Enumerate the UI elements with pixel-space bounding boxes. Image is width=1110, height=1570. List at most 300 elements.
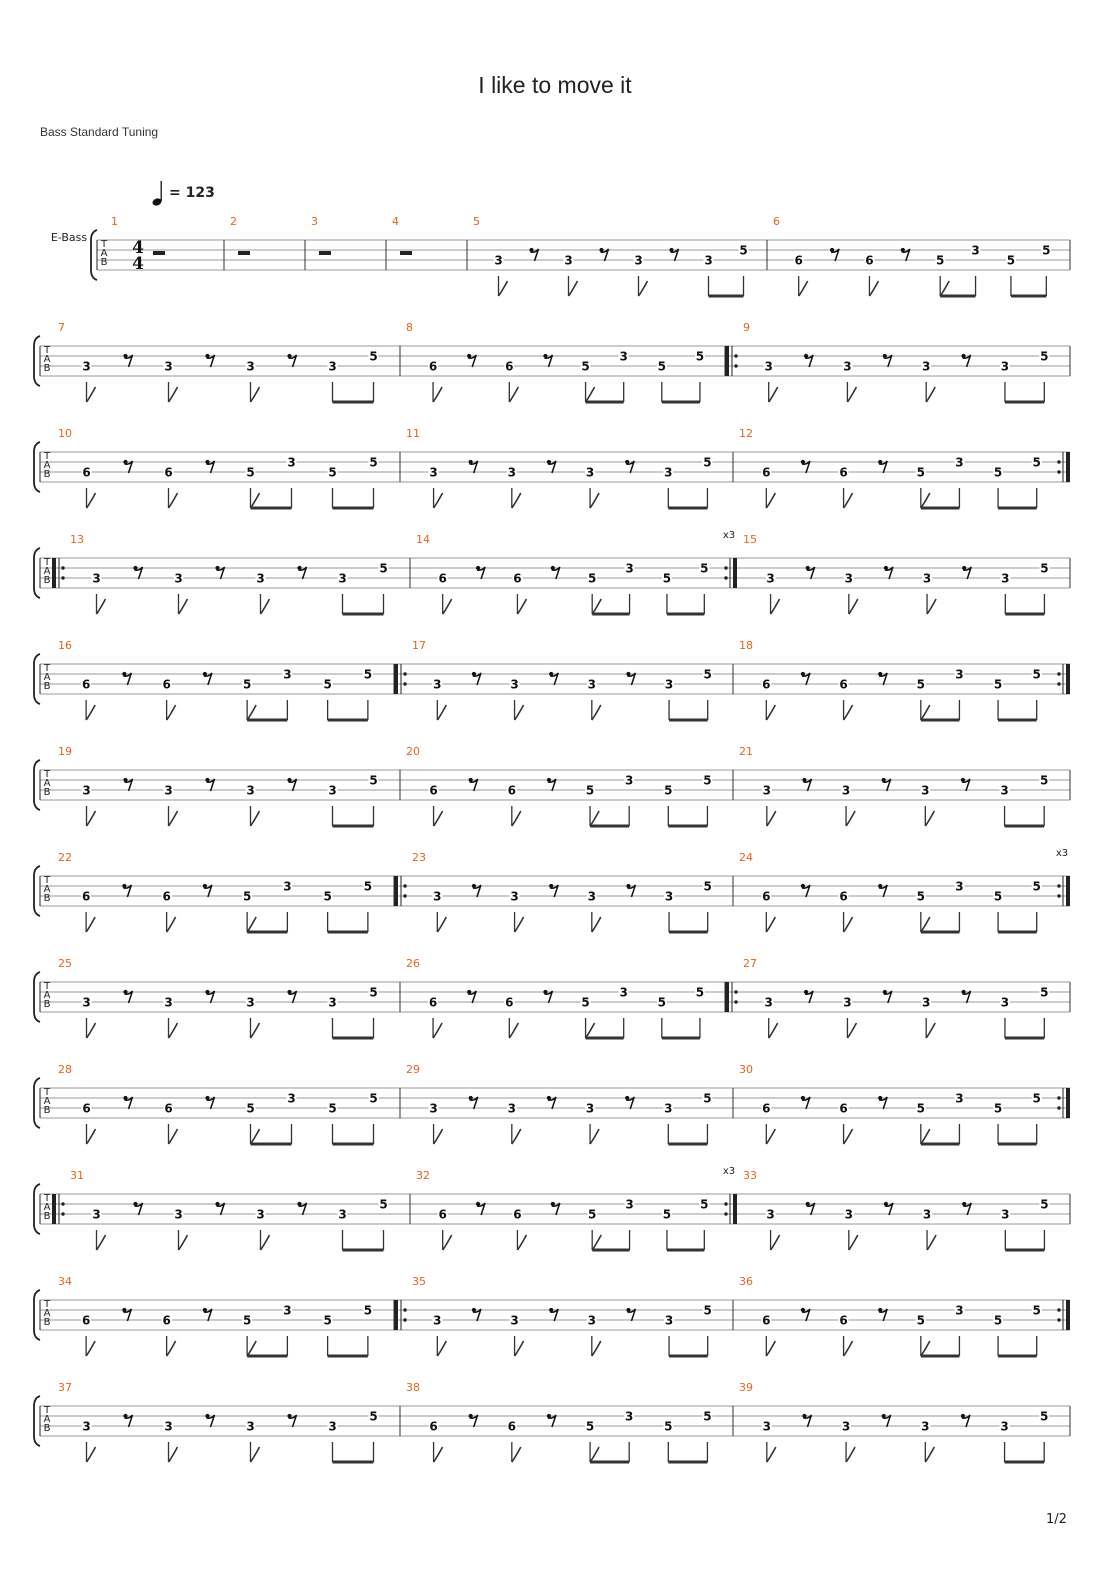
tab-clef-letter: A — [100, 248, 108, 259]
tab-system — [34, 745, 1070, 826]
note-flag — [844, 917, 853, 932]
fret-number: 6 — [507, 783, 516, 798]
fret-number: 6 — [428, 995, 438, 1010]
note-flag — [586, 1023, 595, 1038]
tab-clef-letter: T — [43, 981, 51, 992]
fret-number: 3 — [587, 889, 596, 904]
note-flag — [169, 1447, 178, 1462]
system-bracket — [34, 336, 40, 386]
tab-system — [34, 639, 1070, 720]
bar-number: 24 — [739, 851, 753, 864]
system-bracket — [34, 972, 40, 1022]
tab-clef-letter: T — [43, 663, 51, 674]
note-flag — [592, 599, 601, 614]
fret-number: 3 — [433, 889, 442, 904]
tab-clef-letter: B — [43, 469, 51, 480]
fret-number: 5 — [662, 571, 672, 586]
fret-number: 5 — [328, 1101, 337, 1116]
measure-29 — [406, 1063, 712, 1144]
fret-number: 6 — [505, 995, 514, 1010]
fret-number: 3 — [922, 359, 931, 374]
measure-12 — [739, 427, 1042, 508]
repeat-end-sign — [1057, 664, 1070, 694]
fret-number: 6 — [865, 253, 874, 268]
fret-number: 6 — [81, 677, 91, 692]
fret-number: 5 — [379, 1197, 388, 1212]
measure-27 — [743, 957, 1049, 1038]
fret-number: 3 — [246, 1419, 255, 1434]
tab-clef-letter: B — [100, 257, 108, 268]
song-title: I like to move it — [478, 72, 632, 98]
measure-18 — [739, 639, 1042, 720]
note-flag — [921, 705, 930, 720]
fret-number: 3 — [328, 359, 337, 374]
fret-number: 3 — [174, 571, 183, 586]
note-flag — [766, 1129, 775, 1144]
note-flag — [509, 387, 518, 402]
fret-number: 5 — [379, 561, 388, 576]
measure-32 — [416, 1169, 709, 1250]
note-flag — [251, 387, 260, 402]
tuning-label: Bass Standard Tuning — [40, 125, 159, 139]
fret-number: 3 — [507, 1101, 516, 1116]
measure-35 — [412, 1275, 713, 1356]
system-bracket — [34, 1290, 40, 1340]
bar-number: 28 — [58, 1063, 72, 1076]
note-flag — [251, 1129, 260, 1144]
fret-number: 3 — [922, 571, 932, 586]
bar-number: 23 — [412, 851, 426, 864]
fret-number: 3 — [841, 783, 851, 798]
fret-number: 3 — [955, 1303, 964, 1318]
system-bracket — [34, 1184, 40, 1234]
instrument-name: E-Bass — [50, 231, 88, 244]
bar-number: 11 — [406, 427, 420, 440]
fret-number: 5 — [585, 783, 595, 798]
note-flag — [247, 1341, 256, 1356]
tab-system — [34, 1063, 1070, 1144]
note-flag — [767, 1447, 776, 1462]
measure-5 — [473, 215, 749, 296]
bar-number: 38 — [406, 1381, 420, 1394]
note-flag — [434, 1447, 443, 1462]
note-flag — [590, 1447, 599, 1462]
tab-system — [34, 1381, 1070, 1462]
note-flag — [590, 493, 599, 508]
bar-number: 30 — [739, 1063, 753, 1076]
fret-number: 6 — [762, 1313, 771, 1328]
note-flag — [849, 1235, 858, 1250]
note-flag — [847, 1023, 856, 1038]
note-flag — [869, 281, 878, 296]
fret-number: 5 — [703, 455, 712, 470]
note-flag — [771, 599, 780, 614]
fret-number: 5 — [369, 349, 378, 364]
half-rest-icon — [400, 251, 412, 255]
tab-clef-letter: B — [43, 1423, 51, 1434]
fret-number: 3 — [164, 783, 173, 798]
bar-number: 3 — [311, 215, 318, 228]
bar-number: 20 — [406, 745, 420, 758]
measure-15 — [743, 533, 1049, 614]
fret-number: 3 — [625, 1197, 634, 1212]
fret-number: 3 — [585, 465, 595, 480]
note-flag — [437, 705, 446, 720]
note-flag — [515, 917, 524, 932]
fret-number: 3 — [766, 1207, 775, 1222]
tab-clef-letter: T — [43, 345, 51, 356]
fret-number: 6 — [762, 677, 771, 692]
system-bracket — [34, 442, 40, 492]
fret-number: 5 — [242, 889, 252, 904]
note-flag — [86, 1341, 95, 1356]
fret-number: 3 — [587, 677, 596, 692]
note-flag — [771, 1235, 780, 1250]
note-flag — [499, 281, 508, 296]
repeat-end-sign — [1057, 452, 1070, 482]
fret-number: 3 — [664, 465, 673, 480]
tab-clef-letter: T — [43, 1405, 51, 1416]
tab-clef-letter: A — [43, 1414, 51, 1425]
fret-number: 6 — [505, 359, 514, 374]
tab-clef-letter: T — [100, 239, 108, 250]
tab-clef-letter: A — [43, 1308, 51, 1319]
fret-number: 3 — [283, 1303, 292, 1318]
fret-number: 3 — [433, 677, 442, 692]
note-flag — [592, 1235, 601, 1250]
measure-34 — [58, 1275, 373, 1356]
fret-number: 5 — [657, 359, 666, 374]
measure-26 — [406, 957, 705, 1038]
note-flag — [434, 811, 443, 826]
system-bracket — [34, 654, 40, 704]
fret-number: 5 — [369, 985, 378, 1000]
fret-number: 3 — [625, 561, 634, 576]
tab-clef-letter: T — [43, 1193, 51, 1204]
note-flag — [592, 917, 601, 932]
repeat-count-label: x3 — [722, 1166, 736, 1177]
repeat-start-sign — [394, 664, 407, 694]
note-flag — [844, 1341, 853, 1356]
measure-24 — [739, 851, 1042, 932]
fret-number: 3 — [510, 889, 519, 904]
note-flag — [921, 1341, 930, 1356]
fret-number: 5 — [700, 561, 709, 576]
fret-number: 3 — [634, 253, 643, 268]
measure-38 — [406, 1381, 712, 1462]
tab-clef-letter: A — [43, 990, 51, 1001]
note-flag — [87, 1447, 96, 1462]
fret-number: 5 — [936, 253, 945, 268]
fret-number: 3 — [762, 783, 771, 798]
fret-number: 3 — [1000, 995, 1010, 1010]
note-flag — [434, 493, 443, 508]
note-flag — [179, 1235, 188, 1250]
repeat-start-sign — [725, 982, 738, 1012]
fret-number: 6 — [429, 1419, 438, 1434]
system-bracket — [34, 866, 40, 916]
note-flag — [97, 599, 106, 614]
fret-number: 3 — [338, 1207, 347, 1222]
tab-clef-letter: B — [43, 1105, 51, 1116]
fret-number: 3 — [82, 995, 91, 1010]
repeat-start-sign — [725, 346, 738, 376]
measure-8 — [406, 321, 705, 402]
tab-clef-letter: B — [43, 681, 51, 692]
note-flag — [251, 811, 260, 826]
note-flag — [247, 917, 256, 932]
note-flag — [926, 1023, 935, 1038]
note-flag — [766, 493, 775, 508]
fret-number: 3 — [664, 1101, 673, 1116]
note-flag — [925, 1447, 934, 1462]
tab-clef-letter: B — [43, 999, 51, 1010]
fret-number: 5 — [323, 889, 332, 904]
bar-number: 27 — [743, 957, 757, 970]
measure-23 — [412, 851, 713, 932]
note-flag — [766, 917, 775, 932]
tab-clef-letter: B — [43, 1317, 51, 1328]
measure-39 — [739, 1381, 1049, 1462]
fret-number: 6 — [839, 889, 848, 904]
fret-number: 3 — [844, 571, 853, 586]
fret-number: 3 — [1000, 783, 1009, 798]
note-flag — [846, 811, 855, 826]
fret-number: 3 — [328, 995, 337, 1010]
note-flag — [87, 1129, 96, 1144]
note-flag — [437, 917, 446, 932]
note-flag — [590, 1129, 599, 1144]
fret-number: 3 — [704, 253, 713, 268]
note-flag — [97, 1235, 106, 1250]
fret-number: 5 — [1042, 243, 1051, 258]
fret-number: 3 — [92, 571, 101, 586]
note-flag — [846, 1447, 855, 1462]
note-flag — [769, 1023, 778, 1038]
tab-clef-letter: A — [43, 460, 51, 471]
fret-number: 5 — [993, 465, 1003, 480]
bar-number: 22 — [58, 851, 72, 864]
tab-system — [34, 957, 1070, 1038]
fret-number: 3 — [585, 1101, 595, 1116]
fret-number: 3 — [283, 879, 292, 894]
bar-number: 33 — [743, 1169, 757, 1182]
note-flag — [251, 1023, 260, 1038]
fret-number: 3 — [174, 1207, 183, 1222]
fret-number: 3 — [922, 995, 931, 1010]
tab-system — [51, 215, 1070, 296]
note-flag — [592, 1341, 601, 1356]
note-flag — [87, 811, 96, 826]
fret-number: 5 — [1040, 1409, 1049, 1424]
fret-number: 5 — [916, 1313, 925, 1328]
fret-number: 3 — [82, 783, 91, 798]
tab-clef-letter: T — [43, 557, 51, 568]
fret-number: 5 — [581, 995, 590, 1010]
fret-number: 3 — [164, 995, 173, 1010]
note-flag — [847, 387, 856, 402]
fret-number: 5 — [363, 667, 373, 682]
fret-number: 5 — [657, 995, 666, 1010]
measure-9 — [743, 321, 1049, 402]
fret-number: 5 — [588, 1207, 597, 1222]
fret-number: 6 — [164, 465, 173, 480]
fret-number: 5 — [703, 1409, 712, 1424]
fret-number: 6 — [81, 889, 91, 904]
fret-number: 6 — [438, 1207, 447, 1222]
fret-number: 6 — [164, 1101, 173, 1116]
repeat-end-sign — [724, 1194, 737, 1224]
repeat-end-sign — [1057, 1088, 1070, 1118]
fret-number: 3 — [283, 667, 292, 682]
bar-number: 18 — [739, 639, 753, 652]
fret-number: 5 — [323, 677, 332, 692]
note-flag — [766, 705, 775, 720]
measure-14 — [416, 533, 709, 614]
fret-number: 3 — [287, 1091, 296, 1106]
fret-number: 6 — [839, 1313, 848, 1328]
measure-19 — [58, 745, 379, 826]
measure-30 — [739, 1063, 1042, 1144]
fret-number: 3 — [82, 1419, 91, 1434]
fret-number: 5 — [246, 465, 255, 480]
tab-clef-letter: A — [43, 672, 51, 683]
fret-number: 6 — [513, 571, 522, 586]
measure-13 — [70, 533, 389, 614]
bar-number: 32 — [416, 1169, 430, 1182]
fret-number: 3 — [1000, 359, 1010, 374]
page-number: 1/2 — [1046, 1512, 1067, 1527]
fret-number: 6 — [839, 1101, 848, 1116]
fret-number: 3 — [664, 889, 674, 904]
fret-number: 5 — [1032, 879, 1041, 894]
fret-number: 5 — [369, 773, 378, 788]
measure-17 — [412, 639, 713, 720]
fret-number: 3 — [429, 465, 438, 480]
note-flag — [251, 493, 260, 508]
fret-number: 3 — [955, 879, 964, 894]
note-flag — [433, 1023, 442, 1038]
bar-number: 1 — [111, 215, 118, 228]
note-flag — [512, 811, 521, 826]
system-bracket — [34, 1396, 40, 1446]
fret-number: 3 — [955, 455, 964, 470]
tab-clef-letter: A — [43, 778, 51, 789]
measure-10 — [58, 427, 379, 508]
fret-number: 5 — [363, 1303, 373, 1318]
note-flag — [926, 387, 935, 402]
fret-number: 6 — [762, 1101, 771, 1116]
bar-number: 5 — [473, 215, 480, 228]
fret-number: 6 — [162, 1313, 171, 1328]
fret-number: 3 — [619, 349, 628, 364]
fret-number: 5 — [246, 1101, 255, 1116]
fret-number: 5 — [369, 1409, 378, 1424]
bar-number: 21 — [739, 745, 753, 758]
fret-number: 5 — [363, 879, 373, 894]
fret-number: 5 — [703, 1303, 712, 1318]
bar-number: 35 — [412, 1275, 426, 1288]
bar-number: 13 — [70, 533, 84, 546]
fret-number: 5 — [1006, 253, 1016, 268]
fret-number: 3 — [256, 1207, 265, 1222]
measure-2 — [230, 215, 250, 255]
bar-number: 8 — [406, 321, 413, 334]
fret-number: 3 — [764, 359, 773, 374]
fret-number: 5 — [242, 677, 252, 692]
note-flag — [639, 281, 648, 296]
bar-number: 31 — [70, 1169, 84, 1182]
fret-number: 3 — [921, 1419, 930, 1434]
note-flag — [844, 493, 853, 508]
note-flag — [169, 1023, 178, 1038]
note-flag — [921, 1129, 930, 1144]
measure-3 — [311, 215, 331, 255]
note-flag — [515, 705, 524, 720]
fret-number: 3 — [764, 995, 773, 1010]
fret-number: 6 — [513, 1207, 522, 1222]
fret-number: 3 — [922, 1207, 932, 1222]
fret-number: 5 — [581, 359, 590, 374]
fret-number: 5 — [1032, 1091, 1041, 1106]
fret-number: 3 — [328, 1419, 337, 1434]
note-flag — [86, 705, 95, 720]
measure-6 — [773, 215, 1051, 296]
note-flag — [515, 1341, 524, 1356]
note-flag — [169, 1129, 178, 1144]
repeat-start-sign — [52, 558, 65, 588]
fret-number: 6 — [82, 1101, 91, 1116]
fret-number: 5 — [695, 349, 705, 364]
note-flag — [592, 705, 601, 720]
measure-28 — [58, 1063, 379, 1144]
bar-number: 7 — [58, 321, 65, 334]
tab-clef-letter: T — [43, 1299, 51, 1310]
repeat-start-sign — [52, 1194, 65, 1224]
fret-number: 5 — [1032, 1303, 1041, 1318]
fret-number: 3 — [587, 1313, 596, 1328]
tab-clef-letter: T — [43, 1087, 51, 1098]
fret-number: 5 — [328, 465, 337, 480]
fret-number: 5 — [1040, 561, 1049, 576]
note-flag — [261, 599, 270, 614]
fret-number: 5 — [588, 571, 597, 586]
note-flag — [167, 1341, 176, 1356]
note-flag — [569, 281, 578, 296]
tab-clef-letter: T — [43, 451, 51, 462]
fret-number: 3 — [507, 465, 516, 480]
fret-number: 5 — [916, 465, 925, 480]
fret-number: 3 — [1001, 1207, 1010, 1222]
note-flag — [169, 811, 178, 826]
fret-number: 6 — [82, 465, 91, 480]
system-bracket — [91, 230, 97, 280]
note-flag — [247, 705, 256, 720]
fret-number: 3 — [625, 773, 634, 788]
note-flag — [86, 917, 95, 932]
fret-number: 3 — [433, 1313, 442, 1328]
fret-number: 5 — [703, 1091, 712, 1106]
fret-number: 6 — [428, 359, 438, 374]
fret-number: 5 — [369, 1091, 378, 1106]
half-rest-icon — [153, 251, 165, 255]
fret-number: 3 — [664, 1313, 674, 1328]
fret-number: 6 — [81, 1313, 91, 1328]
note-flag — [921, 493, 930, 508]
fret-number: 3 — [328, 783, 337, 798]
note-flag — [766, 1341, 775, 1356]
measure-20 — [406, 745, 712, 826]
